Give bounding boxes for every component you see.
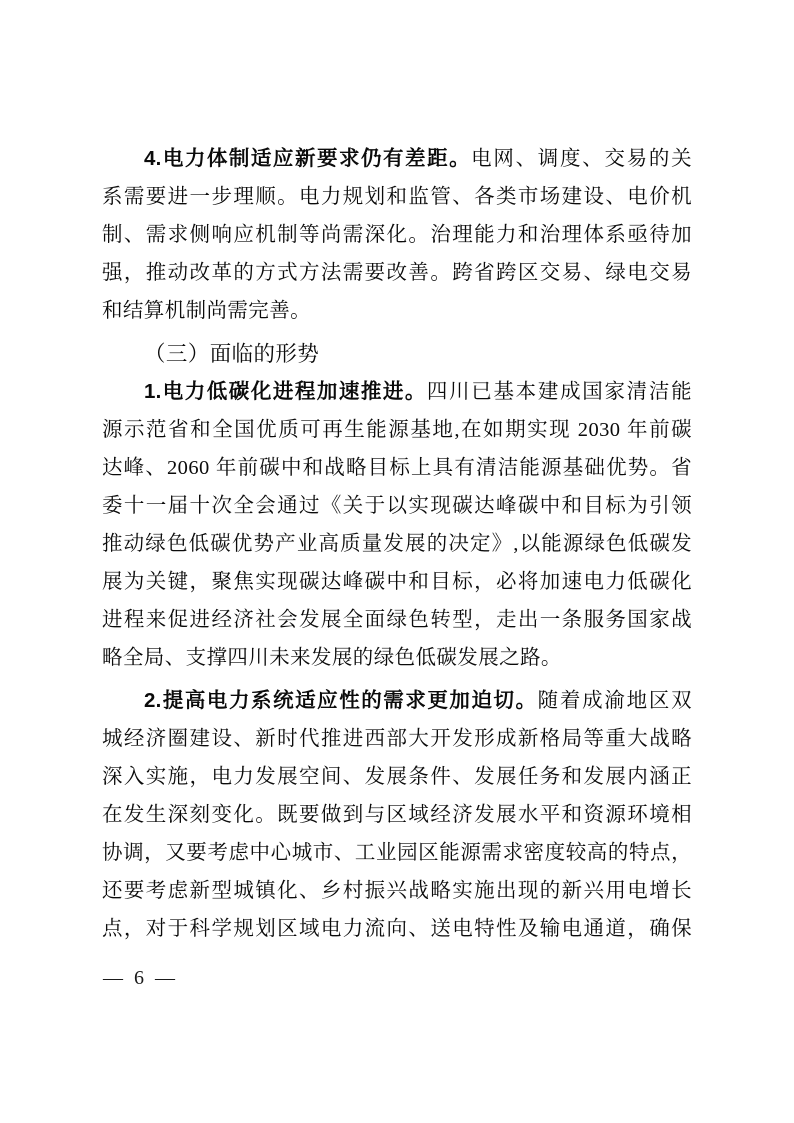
text-run: 略全局、支撑四川未来发展的绿色低碳发展之路。 (102, 647, 562, 669)
text-line (102, 254, 692, 292)
page-number: — 6 — (103, 967, 178, 989)
text-line (102, 449, 692, 487)
text-run: 源示范省和全国优质可再生能源基地,在如期实现 2030 年前碳 (102, 419, 692, 441)
text-line (102, 563, 692, 601)
bold-text-run: 2.提高电力系统适应性的需求更加迫切。 (144, 689, 538, 712)
text-run: 达峰、2060 年前碳中和战略目标上具有清洁能源基础优势。省 (102, 457, 692, 479)
section-heading-3-situation (102, 335, 692, 373)
text-run: （三）面临的形势 (144, 342, 320, 366)
text-run: 委十一届十次全会通过《关于以实现碳达峰碳中和目标为引领 (102, 495, 692, 517)
text-line (102, 216, 692, 254)
text-line (102, 178, 692, 216)
text-line (102, 639, 692, 677)
text-line (102, 796, 692, 834)
text-run: 强，推动改革的方式方法需要改善。跨省跨区交易、绿电交易 (102, 262, 692, 284)
text-line (102, 910, 692, 948)
text-run: 和结算机制尚需完善。 (102, 300, 311, 322)
text-line (102, 758, 692, 796)
text-line (102, 720, 692, 758)
bold-text-run: 4.电力体制适应新要求仍有差距。 (144, 147, 472, 170)
text-line (102, 411, 692, 449)
text-run: 系需要进一步理顺。电力规划和监管、各类市场建设、电价机 (102, 186, 692, 208)
text-line (102, 487, 692, 525)
document-body (102, 140, 692, 948)
text-line (102, 335, 692, 373)
text-line (102, 872, 692, 910)
text-line (102, 292, 692, 330)
text-run: 电网、调度、交易的关 (471, 148, 693, 170)
text-line (102, 525, 692, 563)
text-run: 四川已基本建成国家清洁能 (426, 381, 692, 403)
text-run: 协调，又要考虑中心城市、工业园区能源需求密度较高的特点， (102, 842, 692, 864)
text-run: 制、需求侧响应机制等尚需深化。治理能力和治理体系亟待加 (102, 224, 692, 246)
text-line (102, 140, 692, 178)
text-run: 城经济圈建设、新时代推进西部大开发形成新格局等重大战略 (102, 728, 692, 750)
text-run: 在发生深刻变化。既要做到与区域经济发展水平和资源环境相 (102, 804, 692, 826)
text-line (102, 834, 692, 872)
text-run: 随着成渝地区双 (537, 690, 692, 712)
bold-text-run: 1.电力低碳化进程加速推进。 (144, 380, 427, 403)
paragraph-1-low-carbon-acceleration (102, 373, 692, 677)
text-run: 推动绿色低碳优势产业高质量发展的决定》,以能源绿色低碳发 (102, 533, 692, 555)
text-line (102, 373, 692, 411)
paragraph-4-power-system-gap (102, 140, 692, 330)
text-run: 还要考虑新型城镇化、乡村振兴战略实施出现的新兴用电增长 (102, 880, 692, 902)
text-run: 深入实施，电力发展空间、发展条件、发展任务和发展内涵正 (102, 766, 692, 788)
text-run: 点，对于科学规划区域电力流向、送电特性及输电通道，确保 (102, 918, 692, 940)
paragraph-2-adaptability-urgency (102, 682, 692, 948)
text-run: 展为关键，聚焦实现碳达峰碳中和目标，必将加速电力低碳化 (102, 571, 692, 593)
text-run: 进程来促进经济社会发展全面绿色转型，走出一条服务国家战 (102, 609, 692, 631)
text-line (102, 601, 692, 639)
text-line (102, 682, 692, 720)
